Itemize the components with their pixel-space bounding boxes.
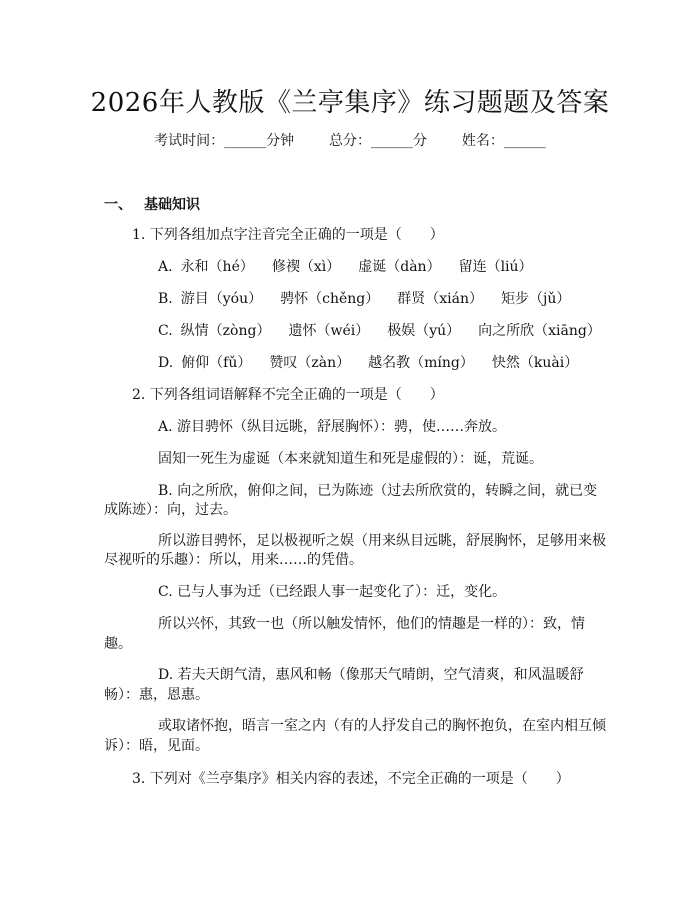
score-blank: ______ xyxy=(371,133,413,149)
option-item: 向之所欣（xiāng） xyxy=(478,323,601,339)
time-blank: ______ xyxy=(224,133,267,149)
q2-line: 尽视听的乐趣）：所以，用来……的凭借。 xyxy=(104,552,363,568)
q2-line: 趣。 xyxy=(104,636,132,652)
q2-line: A. 游目骋怀（纵目远眺，舒展胸怀）：骋，使……奔放。 xyxy=(158,419,507,435)
section-number: 一、 xyxy=(104,197,132,213)
option-item: 快然（kuài） xyxy=(491,355,579,371)
option-item: 遗怀（wéi） xyxy=(288,323,370,339)
option-item: 虚诞（dàn） xyxy=(358,259,441,275)
q2-line: B. 向之所欣，俯仰之间，已为陈迹（过去所欣赏的，转瞬之间，就已变 xyxy=(158,483,598,499)
document-title: 2026年人教版《兰亭集序》练习题题及答案 xyxy=(90,88,610,118)
q2-line: 畅）：惠，恩惠。 xyxy=(104,687,209,703)
option-item: 矩步（jǔ） xyxy=(500,291,571,307)
section-title: 基础知识 xyxy=(144,197,200,213)
q2-line: 所以兴怀，其致一也（所以触发情怀，他们的情趣是一样的）：致，情 xyxy=(158,616,585,632)
option-item: 骋怀（chěng） xyxy=(280,291,380,307)
option-item: 群贤（xián） xyxy=(397,291,483,307)
q2-line: 固知一死生为虚诞（本来就知道生和死是虚假的）：诞，荒诞。 xyxy=(158,451,543,467)
q2-line: C. 已与人事为迁（已经跟人事一起变化了）：迁，变化。 xyxy=(158,584,507,600)
question-3-stem: 3. 下列对《兰亭集序》相关内容的表述，不完全正确的一项是（ ） xyxy=(132,771,570,787)
q2-line: D. 若夫天朗气清，惠风和畅（像那天气晴朗，空气清爽，和风温暖舒 xyxy=(158,667,584,683)
option-item: 俯仰（fǔ） xyxy=(181,355,252,371)
time-unit: 分钟 xyxy=(266,133,295,149)
section-heading xyxy=(104,194,200,214)
option-item: 游目（yóu） xyxy=(180,291,263,307)
option-item: 越名教（míng） xyxy=(368,355,474,371)
question-1-stem: 1. 下列各组加点字注音完全正确的一项是（ ） xyxy=(132,227,444,243)
q2-line: 或取诸怀抱，晤言一室之内（有的人抒发自己的胸怀抱负，在室内相互倾 xyxy=(158,718,606,734)
option-item: 纵情（zòng） xyxy=(180,323,271,339)
option-item: 赞叹（zàn） xyxy=(269,355,351,371)
exam-meta xyxy=(0,130,700,150)
q1-option-c xyxy=(158,320,619,340)
option-letter: A. xyxy=(158,259,173,275)
option-item: 永和（hé） xyxy=(180,259,254,275)
q2-line: 诉）：晤，见面。 xyxy=(104,738,209,754)
q1-option-d xyxy=(158,352,596,372)
name-blank: ______ xyxy=(503,133,546,149)
option-letter: B. xyxy=(158,291,173,307)
q2-line: 成陈迹）：向，过去。 xyxy=(104,502,237,518)
option-letter: D. xyxy=(158,355,174,371)
q1-option-a xyxy=(158,256,551,276)
time-label: 考试时间： xyxy=(154,133,225,149)
q1-option-b xyxy=(158,288,588,308)
name-label: 姓名： xyxy=(461,133,504,149)
option-item: 修禊（xì） xyxy=(271,259,341,275)
q2-line: 所以游目骋怀，足以极视听之娱（用来纵目远眺，舒展胸怀，足够用来极 xyxy=(158,533,606,549)
score-unit: 分 xyxy=(413,133,427,149)
question-2-stem: 2. 下列各组词语解释不完全正确的一项是（ ） xyxy=(132,387,444,403)
score-label: 总分： xyxy=(329,133,371,149)
option-letter: C. xyxy=(158,323,173,339)
option-item: 极娱（yú） xyxy=(387,323,461,339)
option-item: 留连（liú） xyxy=(458,259,533,275)
